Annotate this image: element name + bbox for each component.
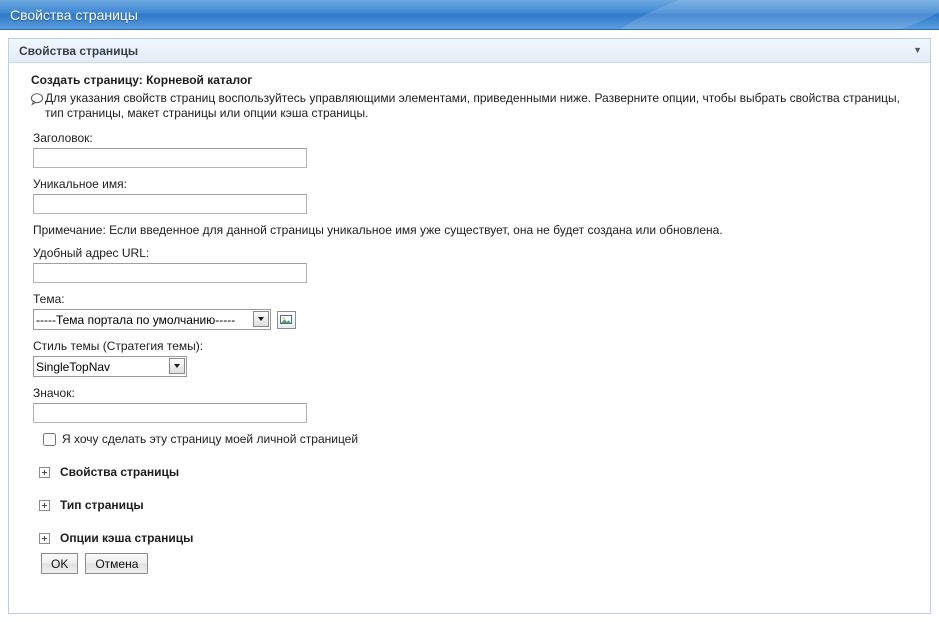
theme-style-label: Стиль темы (Стратегия темы):: [33, 339, 204, 353]
plus-expand-icon[interactable]: [39, 533, 50, 544]
theme-select-wrap: [33, 309, 271, 330]
panel-header[interactable]: [9, 39, 930, 63]
help-bubble-icon: [30, 92, 44, 106]
panel-header-title: Свойства страницы: [19, 43, 139, 58]
dialog-button-row: [41, 553, 916, 574]
expander-label: Тип страницы: [60, 498, 144, 512]
create-page-heading: Создать страницу: Корневой каталог: [31, 73, 253, 87]
panel-body: [9, 63, 930, 613]
expander-page-properties[interactable]: [39, 465, 916, 479]
cancel-button[interactable]: Отмена: [85, 553, 148, 574]
ok-button[interactable]: OK: [41, 553, 78, 574]
help-text: Для указания свойств страниц воспользуйтесь управляющими элементами, приведенными ниже. Разверните опции, чтобы выбрать свойства страницы, тип страницы, макет страницы или опции кэша страницы.: [45, 91, 901, 120]
icon-input[interactable]: [33, 403, 307, 423]
theme-style-select[interactable]: [33, 356, 187, 377]
image-picker-icon[interactable]: [277, 311, 296, 329]
theme-label: Тема:: [33, 292, 65, 306]
personal-page-row: [43, 432, 916, 446]
theme-select[interactable]: [33, 309, 271, 330]
expander-label: Опции кэша страницы: [60, 531, 194, 545]
friendly-url-label: Удобный адрес URL:: [33, 246, 150, 260]
unique-name-input[interactable]: [33, 194, 307, 214]
unique-name-label: Уникальное имя:: [33, 177, 127, 191]
personal-page-checkbox[interactable]: [43, 433, 56, 446]
expander-page-type[interactable]: [39, 498, 916, 512]
icon-label: Значок:: [33, 386, 75, 400]
plus-expand-icon[interactable]: [39, 500, 50, 511]
chevron-down-icon[interactable]: ▼: [913, 45, 922, 55]
unique-name-note: Примечание: Если введенное для данной страницы уникальное имя уже существует, она не будет создана или обновлена.: [33, 223, 723, 237]
plus-expand-icon[interactable]: [39, 467, 50, 478]
personal-page-label[interactable]: Я хочу сделать эту страницу моей личной страницей: [62, 432, 359, 446]
friendly-url-input[interactable]: [33, 263, 307, 283]
title-label: Заголовок:: [33, 131, 93, 145]
theme-row: [33, 309, 916, 330]
help-row: [31, 91, 916, 121]
title-input[interactable]: [33, 148, 307, 168]
window-title: Свойства страницы: [10, 6, 138, 23]
window-content: [0, 30, 939, 622]
page-properties-panel: [8, 38, 931, 614]
theme-style-row: [33, 356, 916, 377]
expander-label: Свойства страницы: [60, 465, 180, 479]
theme-style-select-wrap: [33, 356, 187, 377]
expander-page-cache-options[interactable]: [39, 531, 916, 545]
window-titlebar: [0, 0, 939, 30]
